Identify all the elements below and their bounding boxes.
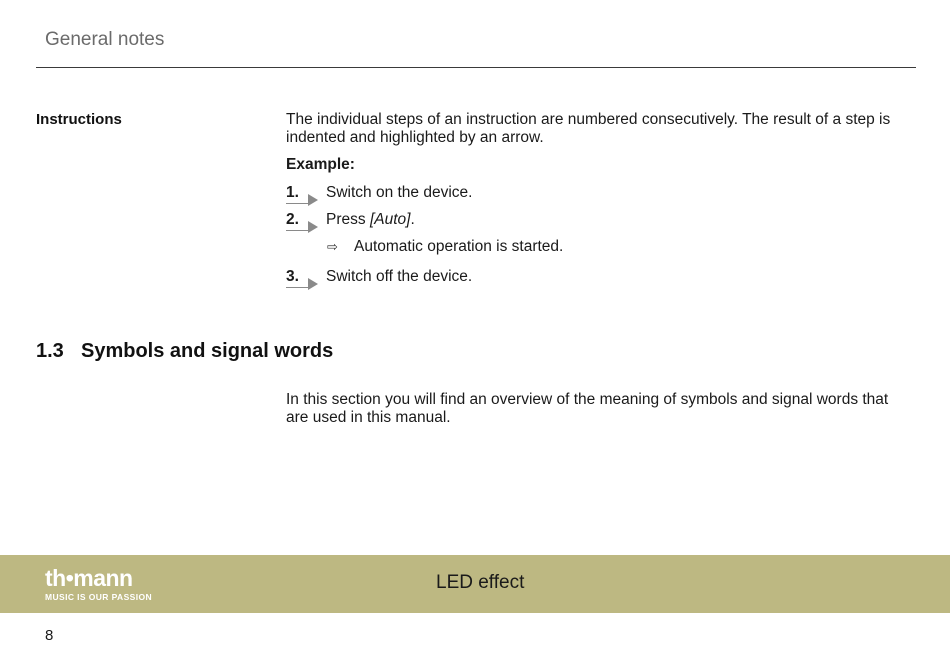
page-number: 8: [45, 627, 54, 644]
example-heading: Example:: [286, 156, 355, 173]
step-number: 3.: [286, 268, 299, 285]
section-heading: [36, 340, 333, 363]
footer-band: [0, 555, 950, 613]
result-arrow-icon: ⇨: [327, 239, 338, 254]
section-title: Symbols and signal words: [81, 340, 334, 362]
button-name-auto: [Auto]: [369, 211, 411, 228]
running-header: General notes: [45, 29, 165, 50]
step-number: 2.: [286, 211, 299, 228]
step-arrow-icon: [308, 194, 318, 206]
step-text: Press [Auto].: [326, 211, 415, 228]
step-number: 1.: [286, 184, 299, 201]
step-underline: [286, 230, 308, 231]
section-intro: In this section you will find an overview of the meaning of symbols and signal words that are used in this manual.: [286, 391, 889, 426]
step-arrow-icon: [308, 278, 318, 290]
logo-tagline: MUSIC IS OUR PASSION: [45, 592, 153, 602]
section-number: 1.3: [36, 340, 64, 362]
instructions-intro: The individual steps of an instruction are numbered consecutively. The result of a step is indented and highlighted by an arrow.: [286, 111, 891, 146]
product-name: LED effect: [436, 572, 525, 593]
step-text: Switch off the device.: [326, 268, 473, 285]
step-arrow-icon: [308, 221, 318, 233]
instructions-label: Instructions: [36, 111, 122, 128]
thomann-logo: th•mann: [45, 565, 133, 591]
step-underline: [286, 287, 308, 288]
result-text: Automatic operation is started.: [354, 238, 564, 255]
header-divider: [36, 67, 916, 68]
step-text: Switch on the device.: [326, 184, 473, 201]
step-underline: [286, 203, 308, 204]
